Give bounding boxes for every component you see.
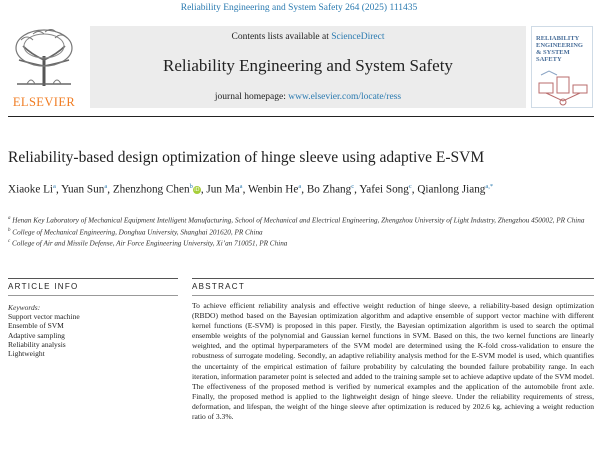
journal-homepage-link[interactable]: www.elsevier.com/locate/ress: [288, 92, 402, 102]
author-name[interactable]: Zhenzhong Chen: [112, 183, 190, 196]
author-name[interactable]: Jun Ma: [206, 183, 240, 196]
header-divider: [8, 116, 594, 117]
author-name[interactable]: Yafei Song: [359, 183, 409, 196]
keyword-list: [8, 312, 178, 358]
author-affiliation-marker[interactable]: c: [408, 183, 412, 190]
affiliation-item: [8, 226, 594, 238]
author-separator: ,: [55, 183, 62, 196]
journal-name[interactable]: Reliability Engineering and System Safety: [163, 56, 453, 75]
affiliation-text: Henan Key Laboratory of Mechanical Equipment Intelligent Manufacturing, School of Mechanical and Electrical Engineering, Zhengzhou University of Light Industry, Zhengzhou 450002, PR China: [10, 216, 585, 225]
keyword-item: Reliability analysis: [8, 339, 66, 349]
orcid-icon[interactable]: iD: [194, 186, 200, 193]
abstract-top-rule: [192, 278, 594, 279]
author-separator: ,: [411, 183, 418, 196]
homepage-prefix: journal homepage:: [214, 92, 289, 102]
author-affiliation-marker[interactable]: a: [239, 183, 243, 190]
cover-title: RELIABILITY ENGINEERING & SYSTEM SAFETY: [536, 35, 583, 63]
article-info-bottom-rule: [8, 295, 178, 296]
cover-illustration-icon: [537, 69, 589, 107]
author-affiliation-marker[interactable]: b: [189, 183, 193, 190]
author-name[interactable]: Bo Zhang: [306, 183, 352, 196]
abstract-body: To achieve efficient reliability analysis and effective weight reduction of hinge sleeve, a reliability-based design optimization (RBDO) method based on the Bayesian optimization algorithm and adaptive ensemble of support vector machine with different kernel functions (E-SVM) is proposed in this paper. Firstly, the Bayesian optimization algorithm is used to search the optimal ensemble weights of the polynomial and Gaussian kernel functions in SVM. Based on this, the two kernel functions are linearly weighted, and the optimal hyperparameters of the SVM model are determined using the K-fold cross-validation to ensure the robustness of surrogate modeling. Secondly, an adaptive reliability analysis method for the E-SVM model is used, which quantifies the uncertainty of the empirical estimation of failure probability by calculating the bounded failure probability range. In each iteration, information parameter point is selected and added to the training sample set to achieve adaptive update of the SVM model. The effectiveness of the proposed method is verified by numerical examples and the application of the automobile front axle. Finally, the proposed method is applied to the lightweight design of hinge sleeve. Under the reliability requirements of stress, deformation, and lifespan, the weight of the hinge sleeve after optimization is reduced by 202.6 kg, achieving a weight reduction ratio of 3.3%.: [192, 301, 594, 422]
affiliations: [8, 214, 594, 249]
author-separator: ,: [242, 183, 248, 196]
author-name[interactable]: Xiaoke Li: [8, 183, 54, 196]
author-affiliation-marker[interactable]: a,*: [485, 183, 494, 190]
author-affiliation-marker[interactable]: c: [351, 183, 355, 190]
article-info-top-rule: [8, 278, 178, 279]
sciencedirect-link[interactable]: ScienceDirect: [331, 32, 385, 42]
keywords-label: Keywords:: [8, 303, 41, 312]
journal-cover-thumbnail[interactable]: [531, 26, 593, 108]
author-separator: ,: [354, 183, 360, 196]
author-name[interactable]: Yuan Sun: [61, 183, 105, 196]
article-title: Reliability-based design optimization of hinge sleeve using adaptive E-SVM: [8, 149, 485, 166]
author-name[interactable]: Wenbin He: [247, 183, 299, 196]
journal-citation[interactable]: Reliability Engineering and System Safety 264 (2025) 111435: [180, 3, 418, 13]
homepage-line: [90, 92, 526, 102]
author-name[interactable]: Qianlong Jiang: [417, 183, 486, 196]
keyword-item: Adaptive sampling: [8, 330, 65, 340]
affiliation-marker: b: [8, 227, 11, 233]
abstract-heading: ABSTRACT: [192, 282, 246, 291]
author-affiliation-marker[interactable]: a: [104, 183, 108, 190]
affiliation-marker: a: [8, 216, 11, 221]
elsevier-logo[interactable]: [4, 26, 84, 108]
author-separator: ,: [301, 183, 307, 196]
affiliation-text: College of Air and Missile Defense, Air Force Engineering University, Xi’an 710051, PR China: [10, 239, 288, 248]
keyword-item: Ensemble of SVM: [8, 321, 64, 331]
elsevier-wordmark: ELSEVIER: [12, 95, 76, 109]
elsevier-tree-icon: [9, 26, 79, 88]
keyword-item: Lightweight: [8, 349, 45, 359]
article-info-heading: ARTICLE INFO: [8, 282, 79, 291]
affiliation-item: [8, 214, 594, 226]
author-separator: ,: [107, 183, 113, 196]
contents-line: [90, 32, 526, 42]
abstract-bottom-rule: [192, 295, 594, 296]
affiliation-item: [8, 237, 594, 249]
affiliation-marker: c: [8, 239, 11, 245]
author-affiliation-marker[interactable]: a: [53, 183, 56, 190]
keyword-item: Support vector machine: [8, 312, 80, 321]
affiliation-text: College of Mechanical Engineering, Donghua University, Shanghai 201620, PR China: [10, 228, 263, 237]
contents-prefix: Contents lists available at: [231, 32, 332, 42]
author-separator: ,: [200, 183, 207, 196]
author-affiliation-marker[interactable]: a: [298, 183, 302, 190]
author-list: [8, 179, 594, 198]
